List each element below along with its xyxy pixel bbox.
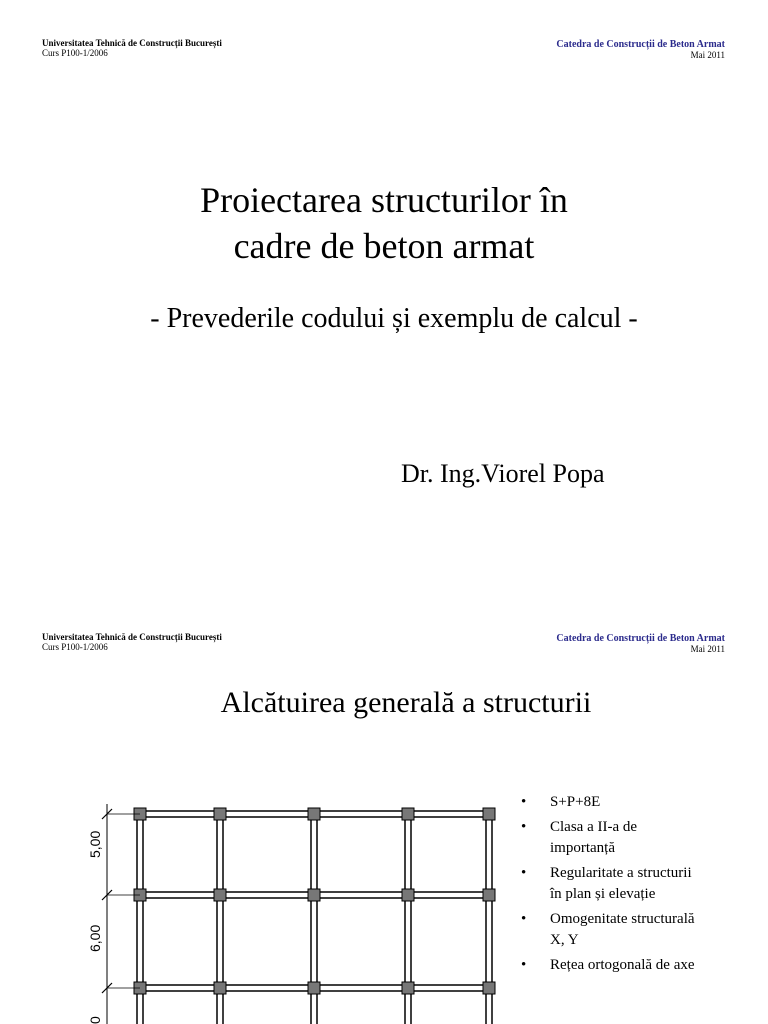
bullet-item (521, 792, 701, 813)
structure-slide (0, 620, 768, 1024)
dimension-label: 5,00 (87, 830, 103, 858)
column-square (402, 808, 414, 820)
floor-plan-drawing (0, 620, 520, 1024)
dimension-label: 0 (87, 1016, 103, 1024)
presentation-title (0, 177, 768, 269)
column-square (214, 808, 226, 820)
bullet-item (521, 863, 701, 905)
column-square (402, 982, 414, 994)
column-square (483, 982, 495, 994)
column-square (402, 889, 414, 901)
presentation-subtitle: - Prevederile codului și exemplu de calcul - (150, 303, 638, 334)
slide-header-right (556, 39, 725, 61)
bullet-list (521, 792, 701, 980)
column-markers (134, 808, 495, 994)
bullet-dot-icon: • (521, 911, 527, 927)
bullet-item (521, 817, 701, 859)
course-code: Curs P100-1/2006 (42, 48, 108, 58)
bullet-text: S+P+8E (550, 794, 601, 810)
column-square (214, 982, 226, 994)
bullet-text: Rețea ortogonală de axe (550, 957, 695, 973)
column-square (214, 889, 226, 901)
slide-date: Mai 2011 (690, 644, 725, 654)
column-square (308, 808, 320, 820)
institution-name: Universitatea Tehnică de Construcții București (42, 632, 222, 642)
slide-title: Alcătuirea generală a structurii (220, 686, 592, 719)
course-code: Curs P100-1/2006 (42, 642, 108, 652)
dimension-lines (87, 804, 140, 1024)
bullet-dot-icon: • (521, 865, 527, 881)
dimension-label: 6,00 (87, 924, 103, 952)
author-name: Dr. Ing.Viorel Popa (401, 459, 605, 488)
column-square (483, 889, 495, 901)
bullet-item (521, 955, 701, 976)
title-line-2: cadre de beton armat (233, 226, 535, 266)
column-square (308, 982, 320, 994)
bullet-dot-icon: • (521, 957, 527, 973)
bullet-dot-icon: • (521, 794, 527, 810)
column-square (483, 808, 495, 820)
slide-header-left (42, 38, 222, 58)
slide-header-right (556, 633, 725, 655)
department-name: Catedra de Construcții de Beton Armat (556, 39, 725, 50)
bullet-text: Regularitate a structurii în plan și elevație (550, 865, 692, 902)
slide-date: Mai 2011 (690, 50, 725, 60)
column-square (308, 889, 320, 901)
bullet-text: Omogenitate structurală X, Y (550, 911, 695, 948)
bullet-dot-icon: • (521, 819, 527, 835)
department-name: Catedra de Construcții de Beton Armat (556, 633, 725, 644)
bullet-item (521, 909, 701, 951)
institution-name: Universitatea Tehnică de Construcții București (42, 38, 222, 48)
title-line-1: Proiectarea structurilor în (200, 180, 568, 220)
bullet-text: Clasa a II-a de importanță (550, 819, 638, 856)
